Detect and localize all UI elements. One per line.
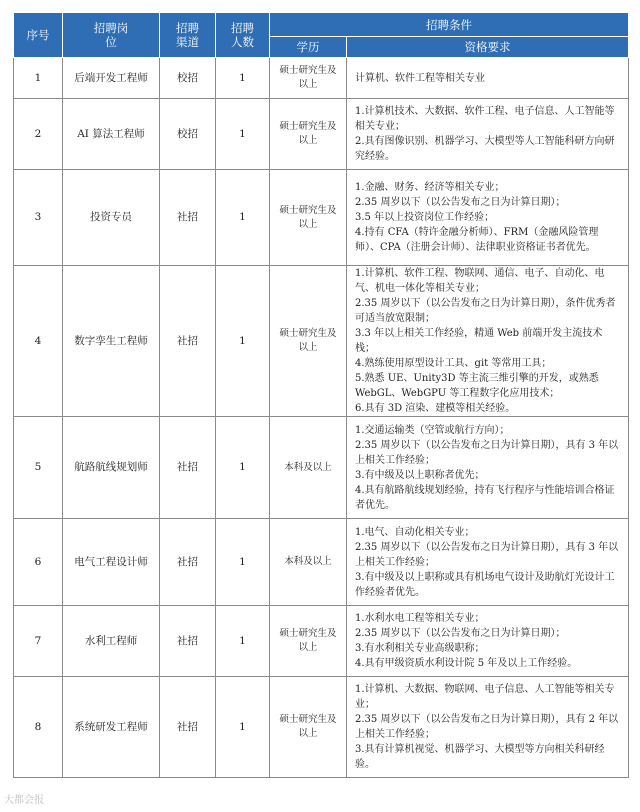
- cell-qualification: [347, 519, 629, 606]
- cell-education: 本科及以上: [270, 417, 347, 519]
- qualification-line: 4.具有甲级资质水利设计院 5 年及以上工作经验。: [355, 658, 578, 669]
- qualification-line: 3.有水利相关专业高级职称；: [355, 643, 485, 654]
- cell-channel: 社招: [160, 266, 216, 417]
- qualification-line: 2.35 周岁以下（以公告发布之日为计算日期）；: [355, 197, 566, 208]
- cell-no: 7: [14, 606, 63, 677]
- qualification-line: 3.5 年以上投资岗位工作经验；: [355, 212, 495, 223]
- cell-qualification: [347, 170, 629, 266]
- cell-count: 1: [216, 99, 270, 170]
- cell-education: 硕士研究生及以上: [270, 266, 347, 417]
- recruitment-table: [13, 12, 629, 778]
- header-qualification: 资格要求: [347, 37, 629, 58]
- cell-position: 后端开发工程师: [63, 58, 160, 99]
- table-row: [14, 99, 629, 170]
- header-channel: 招聘渠道: [160, 13, 216, 58]
- table-row: [14, 677, 629, 778]
- cell-channel: 社招: [160, 170, 216, 266]
- cell-education: 硕士研究生及以上: [270, 58, 347, 99]
- table-row: [14, 519, 629, 606]
- cell-no: 3: [14, 170, 63, 266]
- header-count: 招聘人数: [216, 13, 270, 58]
- cell-qualification: [347, 58, 629, 99]
- cell-education: 硕士研究生及以上: [270, 606, 347, 677]
- qualification-line: 3.具有计算机视觉、机器学习、大模型等方向相关科研经验。: [355, 744, 605, 770]
- cell-position: AI 算法工程师: [63, 99, 160, 170]
- cell-count: 1: [216, 58, 270, 99]
- header-no: 序号: [14, 13, 63, 58]
- qualification-line: 6.具有 3D 渲染、建模等相关经验。: [355, 403, 516, 414]
- cell-position: 水利工程师: [63, 606, 160, 677]
- header-position: 招聘岗位: [63, 13, 160, 58]
- cell-qualification: [347, 677, 629, 778]
- qualification-line: 4.具有航路航线规划经验，持有飞行程序与性能培训合格证者优先。: [355, 484, 615, 511]
- cell-channel: 社招: [160, 417, 216, 519]
- cell-position: 电气工程设计师: [63, 519, 160, 606]
- cell-no: 1: [14, 58, 63, 99]
- cell-position: 航路航线规划师: [63, 417, 160, 519]
- qualification-line: 2.具有图像识别、机器学习、大模型等人工智能科研方向研究经验。: [355, 136, 615, 162]
- cell-position: 数字孪生工程师: [63, 266, 160, 417]
- table-row: [14, 606, 629, 677]
- cell-qualification: [347, 417, 629, 519]
- cell-education: 本科及以上: [270, 519, 347, 606]
- cell-channel: 社招: [160, 606, 216, 677]
- cell-no: 2: [14, 99, 63, 170]
- cell-qualification: [347, 99, 629, 170]
- qualification-line: 3.3 年以上相关工作经验，精通 Web 前端开发主流技术栈；: [355, 328, 603, 354]
- cell-channel: 社招: [160, 677, 216, 778]
- cell-no: 5: [14, 417, 63, 519]
- qualification-line: 4.熟练使用原型设计工具、git 等常用工具；: [355, 358, 552, 369]
- cell-count: 1: [216, 519, 270, 606]
- qualification-line: 1.计算机、软件工程、物联网、通信、电子、自动化、电气、机电一体化等相关专业；: [355, 268, 605, 294]
- cell-channel: 校招: [160, 99, 216, 170]
- cell-education: 硕士研究生及以上: [270, 677, 347, 778]
- qualification-line: 2.35 周岁以下（以公告发布之日为计算日期）；: [355, 628, 566, 639]
- qualification-line: 5.熟悉 UE、Unity3D 等主流三维引擎的开发，或熟悉 WebGL、WebGPU 等工程数字化应用技术；: [355, 373, 599, 399]
- cell-qualification: [347, 606, 629, 677]
- qualification-line: 2.35 周岁以下（以公告发布之日为计算日期），具有 3 年以上相关工作经验；: [355, 541, 619, 568]
- qualification-line: 2.35 周岁以下（以公告发布之日为计算日期），具有 3 年以上相关工作经验；: [355, 439, 619, 466]
- cell-count: 1: [216, 417, 270, 519]
- cell-count: 1: [216, 266, 270, 417]
- cell-count: 1: [216, 677, 270, 778]
- cell-channel: 社招: [160, 519, 216, 606]
- qualification-line: 1.计算机、大数据、物联网、电子信息、人工智能等相关专业；: [355, 684, 615, 710]
- cell-education: 硕士研究生及以上: [270, 99, 347, 170]
- cell-qualification: [347, 266, 629, 417]
- table-row: [14, 170, 629, 266]
- cell-position: 投资专员: [63, 170, 160, 266]
- header-conditions: 招聘条件: [270, 13, 629, 37]
- header-education: 学历: [270, 37, 347, 58]
- cell-no: 6: [14, 519, 63, 606]
- qualification-line: 2.35 周岁以下（以公告发布之日为计算日期），条件优秀者可适当放宽限制；: [355, 298, 616, 324]
- cell-education: 硕士研究生及以上: [270, 170, 347, 266]
- cell-position: 系统研发工程师: [63, 677, 160, 778]
- watermark: 大都会报: [4, 795, 44, 806]
- qualification-line: 3.有中级及以上职称或具有机场电气设计及助航灯光设计工作经验者优先。: [355, 571, 615, 598]
- cell-count: 1: [216, 606, 270, 677]
- cell-no: 4: [14, 266, 63, 417]
- qualification-line: 3.有中级及以上职称者优先；: [355, 469, 485, 481]
- qualification-line: 计算机、软件工程等相关专业: [355, 72, 485, 84]
- table-row: [14, 58, 629, 99]
- cell-channel: 校招: [160, 58, 216, 99]
- qualification-line: 1.电气、自动化相关专业；: [355, 526, 475, 538]
- qualification-line: 1.金融、财务、经济等相关专业；: [355, 182, 505, 193]
- qualification-line: 1.计算机技术、大数据、软件工程、电子信息、人工智能等相关专业；: [355, 106, 615, 132]
- table-row: [14, 417, 629, 519]
- qualification-line: 4.持有 CFA（特许金融分析师）、FRM（金融风险管理师）、CPA（注册会计师）、法律职业资格证书者优先。: [355, 227, 599, 253]
- qualification-line: 2.35 周岁以下（以公告发布之日为计算日期），具有 2 年以上相关工作经验；: [355, 714, 619, 740]
- cell-count: 1: [216, 170, 270, 266]
- cell-no: 8: [14, 677, 63, 778]
- table-row: [14, 266, 629, 417]
- qualification-line: 1.交通运输类（空管或航行方向）；: [355, 424, 510, 436]
- qualification-line: 1.水利水电工程等相关专业；: [355, 613, 485, 624]
